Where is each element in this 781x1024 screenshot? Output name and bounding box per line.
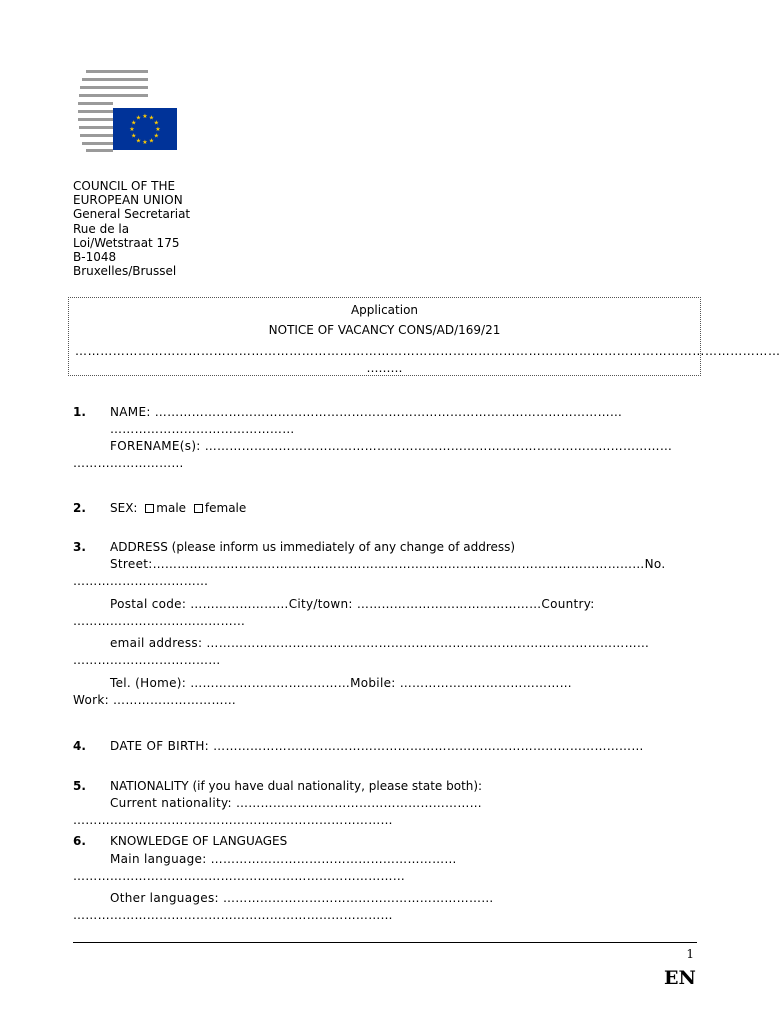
- address-line: General Secretariat: [73, 207, 191, 222]
- svg-text:★: ★: [129, 126, 135, 133]
- name-field-continuation[interactable]: ………………………………………: [110, 422, 295, 436]
- email-field[interactable]: email address: ………………………………………………………………………………………………: [110, 636, 650, 650]
- council-logo: [78, 68, 180, 152]
- street-field[interactable]: Street:…………………………………………………………………………………………………………No.: [110, 557, 666, 571]
- section-number: 6.: [73, 834, 86, 848]
- vacancy-notice-title: NOTICE OF VACANCY CONS/AD/169/21: [268, 323, 501, 337]
- address-heading: ADDRESS (please inform us immediately of any change of address): [110, 540, 516, 554]
- female-label: female: [204, 501, 247, 515]
- section-number: 2.: [73, 501, 86, 515]
- address-line: B-1048: [73, 250, 117, 265]
- email-field-continuation[interactable]: ………………………………: [73, 653, 221, 667]
- svg-text:★: ★: [153, 132, 159, 140]
- phone-field[interactable]: Tel. (Home): …………………………………Mobile: ……………………………………: [110, 676, 572, 690]
- svg-text:★: ★: [148, 114, 155, 122]
- section-number: 5.: [73, 779, 86, 793]
- street-field-continuation[interactable]: ……………………………: [73, 574, 209, 588]
- male-label: male: [156, 501, 187, 515]
- svg-text:★: ★: [155, 126, 161, 133]
- application-fill-line-end[interactable]: ………: [366, 361, 403, 375]
- page-number: 1: [686, 947, 694, 961]
- svg-text:★: ★: [148, 137, 155, 145]
- svg-text:★: ★: [131, 119, 137, 127]
- svg-text:★: ★: [142, 113, 148, 120]
- country-field-continuation[interactable]: ……………………………………: [73, 614, 246, 628]
- svg-text:★: ★: [135, 114, 142, 122]
- work-phone-field[interactable]: Work: …………………………: [73, 693, 237, 707]
- nationality-heading: NATIONALITY (if you have dual nationality, please state both):: [110, 779, 483, 793]
- section-number: 1.: [73, 405, 86, 419]
- svg-text:★: ★: [142, 139, 148, 146]
- application-fill-line[interactable]: ……………………………………………………………………………………………………………………………………………………: [75, 344, 781, 358]
- name-field[interactable]: NAME: ……………………………………………………………………………………………………: [110, 405, 623, 419]
- application-title: Application: [350, 303, 419, 317]
- current-nationality-field[interactable]: Current nationality: ……………………………………………………: [110, 796, 482, 810]
- postal-city-country-field[interactable]: Postal code: ……………………City/town: ………………………………………Country:: [110, 597, 595, 611]
- nationality-field-continuation[interactable]: ……………………………………………………………………: [73, 813, 393, 827]
- male-checkbox[interactable]: [145, 504, 154, 513]
- svg-text:★: ★: [135, 137, 142, 145]
- section-number: 4.: [73, 739, 86, 753]
- address-line: Loi/Wetstraat 175: [73, 235, 180, 250]
- language-code: EN: [664, 967, 696, 989]
- svg-text:★: ★: [153, 119, 159, 127]
- application-box: [68, 297, 781, 376]
- main-language-field-continuation[interactable]: ………………………………………………………………………: [73, 869, 406, 883]
- sender-address: [73, 179, 190, 278]
- section-number: 3.: [73, 540, 86, 554]
- svg-text:★: ★: [131, 132, 137, 140]
- address-line: Rue de la: [73, 221, 130, 236]
- sex-label: SEX:: [110, 501, 138, 515]
- languages-heading: KNOWLEDGE OF LANGUAGES: [110, 834, 288, 848]
- other-languages-field[interactable]: Other languages: …………………………………………………………: [110, 891, 494, 905]
- other-languages-field-continuation[interactable]: ……………………………………………………………………: [73, 908, 393, 922]
- org-name-line1: COUNCIL OF THE: [73, 179, 176, 193]
- forename-field-continuation[interactable]: ………………………: [73, 456, 184, 470]
- forename-field[interactable]: FORENAME(s): ……………………………………………………………………………………………………: [110, 439, 673, 453]
- address-line: Bruxelles/Brussel: [73, 264, 177, 279]
- sex-row: [110, 501, 246, 515]
- main-language-field[interactable]: Main language: ……………………………………………………: [110, 852, 457, 866]
- footer-divider: [73, 942, 697, 943]
- org-name-line2: EUROPEAN UNION: [73, 193, 183, 208]
- female-checkbox[interactable]: [194, 504, 203, 513]
- date-of-birth-field[interactable]: DATE OF BIRTH: ……………………………………………………………………………………………: [110, 739, 644, 753]
